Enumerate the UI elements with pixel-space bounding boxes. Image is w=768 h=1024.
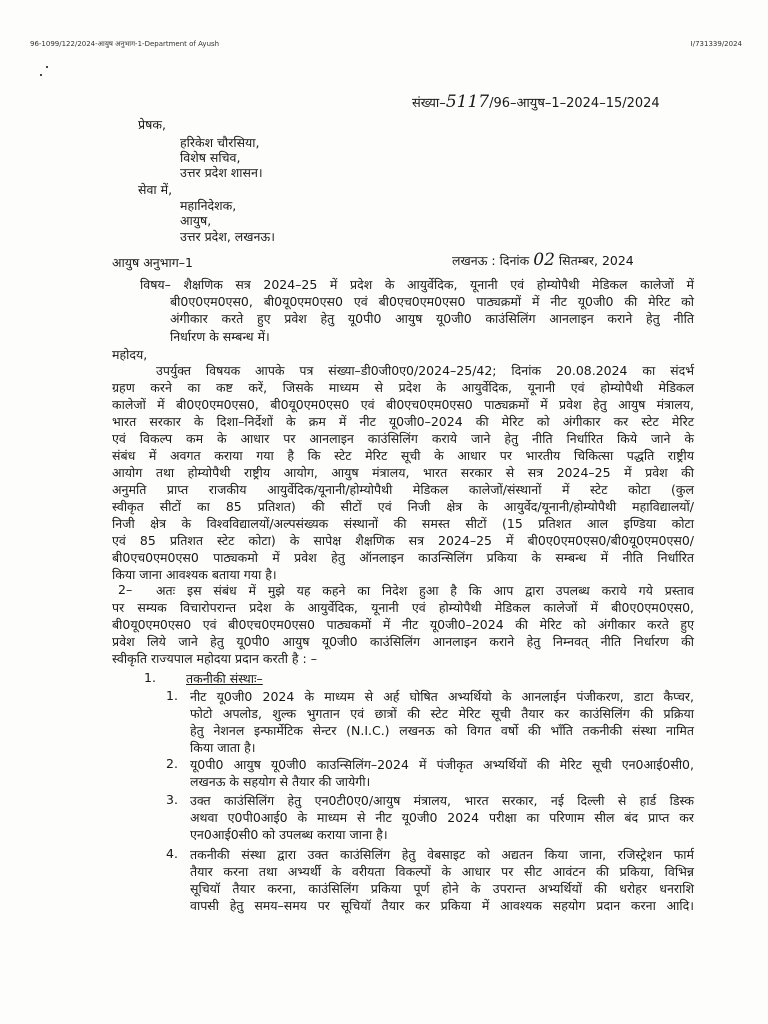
- item-3-line: अथवा ए0पी0आई0 के माध्यम से नीट यू0जी0 2024 परीक्षा का परिणाम सील बंद प्राप्त कर: [190, 810, 694, 825]
- item-3-line: एन0आई0सी0 को उपलब्ध कराया जाना है।: [190, 827, 388, 842]
- para1-line: ग्रहण करने का कष्ट करें, जिसके माध्यम से प्रदेश के आयुर्वेदिक, यूनानी एवं होम्योपैथी मेडिकल: [112, 380, 694, 395]
- subject-line: अंगीकार करते हुए प्रवेश हेतु यू0पी0 आयुष यू0जी0 काउंसिलिंग आनलाइन कराने हेतु नीति: [170, 311, 694, 326]
- item-number: 2.: [166, 756, 178, 771]
- subject-line: निर्धारण के सम्बन्ध में।: [170, 329, 270, 344]
- item-1-line: फोटो अपलोड, शुल्क भुगतान एवं छात्रों की स्टेट मेरिट सूची तैयार कर काउंसिलिंग की प्रक्रिया: [190, 706, 694, 721]
- para2-line: प्रवेश लिये जाने हेतु यू0पी0 आयुष यू0जी0 काउंसिलिंग आनलाइन कराने हेतु निम्नवत् नीति निर्धारण की: [112, 634, 694, 649]
- scan-speck: [46, 66, 48, 68]
- para1-line: स्वीकृत सीटों का 85 प्रतिशत) की सीटों एवं निजी क्षेत्र के आयुर्वेद/यूनानी/होम्योपैथी महाविद्यालयों/: [112, 499, 694, 514]
- sender-office: उत्तर प्रदेश शासन।: [180, 165, 263, 180]
- ref-handwritten-number: 5117: [445, 92, 490, 112]
- salutation: महोदय,: [112, 347, 148, 362]
- recipient-dept: आयुष,: [180, 213, 212, 228]
- letter-date: लखनऊ : दिनांक 02 सितम्बर, 2024: [452, 250, 634, 270]
- para1-line: कालेजों में बी0ए0एम0एस0, बी0यू0एम0एस0 एवं बी0एच0एम0एस0 पाठ्यक्रमों में प्रवेश हेतु आयुष मंत्रालय,: [112, 397, 694, 412]
- para2-line: बी0यू0एम0एस0 एवं बी0एच0एम0एस0 पाठ्यकमों में नीट यू0जी0–2024 की मेरिट को अंगीकार करते हुए: [112, 617, 694, 632]
- para1-line: निजी क्षेत्र के विश्वविद्यालयों/अल्पसंख्यक संस्थानों की समस्त सीटों (15 प्रतिशत आल इण्डिया कोटा: [112, 516, 694, 531]
- section1-number: 1.: [144, 670, 156, 685]
- para1-line: संबंध में अवगत कराया गया है कि स्टेट मेरिट सूची के आधार पर भारतीय चिकित्सा पद्धति राष्ट्रीय: [112, 448, 694, 463]
- sender-name: हरिकेश चौरसिया,: [180, 135, 260, 150]
- item-number: 3.: [166, 792, 178, 807]
- recipient-place: उत्तर प्रदेश, लखनऊ।: [180, 229, 275, 244]
- item-number: 4.: [166, 846, 178, 861]
- scan-speck: [40, 74, 42, 76]
- ref-prefix: संख्या–: [412, 96, 446, 111]
- subject-line: विषय– शैक्षणिक सत्र 2024–25 में प्रदेश के आयुर्वेदिक, यूनानी एवं होम्योपैथी मेडिकल कालेजों में: [140, 277, 694, 292]
- item-4-line: तैयार करना तथा अभ्यर्थी के वरीयता विकल्पों के आधार पर सीट आवंटन की प्रकिया, विभिन्न: [190, 864, 694, 879]
- item-4-line: सूचियॉ तैयार करना, काउंसिलिंग प्रकिया पूर्ण होने के उपरान्त अभ्यर्थियों की धरोहर धनराशि: [190, 881, 694, 896]
- section-name: आयुष अनुभाग–1: [112, 255, 193, 270]
- para2-number: 2–: [118, 582, 133, 597]
- para2-line: पर सम्यक विचारोपरान्त प्रदेश के आयुर्वेदिक, यूनानी एवं होम्योपैथी मेडिकल कालेजों में बी0ए0एम0एस0,: [112, 600, 694, 615]
- item-1-line: नीट यू0जी0 2024 के माध्यम से अर्ह घोषित अभ्यर्थियो के आनलाईन पंजीकरण, डाटा कैप्चर,: [190, 689, 694, 704]
- recipient-label: सेवा में,: [138, 182, 173, 197]
- subject-line: बी0ए0एम0एस0, बी0यू0एम0एस0 एवं बी0एच0एम0एस0 पाठ्यक्रमों में नीट यू0जी0 की मेरिट को: [170, 294, 694, 309]
- item-1-line: किया जाता है।: [190, 740, 256, 755]
- file-id: I/731339/2024: [690, 40, 742, 48]
- sender-designation: विशेष सचिव,: [180, 150, 241, 165]
- sender-label: प्रेषक,: [138, 117, 166, 132]
- ref-suffix: /96–आयुष–1–2024–15/2024: [489, 96, 660, 111]
- para1-line: उपर्युक्त विषयक आपके पत्र संख्या–डी0जी0ए0/2024–25/42; दिनांक 20.08.2024 का संदर्भ: [156, 363, 694, 378]
- recipient-designation: महानिदेशक,: [180, 198, 237, 213]
- item-4-line: तकनीकी संस्था द्वारा उक्त काउंसिलिंग हेतु वेबसाइट को अद्यतन किया जाना, रजिस्ट्रेशन फार्म: [190, 847, 694, 862]
- date-day-handwritten: 02: [533, 250, 555, 270]
- item-1-line: हेतु नेशनल इन्फार्मेटिक सेन्टर (N.I.C.) लखनऊ को विगत वर्षो की भाँति तकनीकी संस्था नामित: [190, 723, 694, 738]
- item-2-line: यू0पी0 आयुष यू0जी0 काउन्सिलिंग–2024 में पंजीकृत अभ्यर्थियों की मेरिट सूची एन0आई0सी0,: [190, 757, 694, 772]
- item-number: 1.: [166, 688, 178, 703]
- para2-line: अतः इस संबंध में मुझे यह कहने का निदेश हुआ है कि आप द्वारा उपलब्ध कराये गये प्रस्ताव: [156, 583, 694, 598]
- para1-line: अनुमति प्राप्त राजकीय आयुर्वेदिक/यूनानी/होम्योपैथी मेडिकल कालेजों/संस्थानों में स्टेट कोटा (कुल: [112, 482, 694, 497]
- para1-line: बी0एच0एम0एस0 पाठ्यकमो में प्रवेश हेतु ऑनलाइन काउन्सिलिंग प्रकिया के सम्बन्ध में नीति निर्धारित: [112, 550, 694, 565]
- letter-reference: [412, 92, 660, 112]
- para1-line: आयोग तथा होम्योपैथी राष्ट्रीय आयोग, आयुष मंत्रालय, भारत सरकार से सत्र 2024–25 में प्रवेश की: [112, 465, 694, 480]
- para1-line: एवं विकल्प कम के आधार पर आनलाइन काउंसिलिंग कराये जाने हेतु नीति निर्धारित किये जाने के: [112, 431, 694, 446]
- para1-line: किया जाना आवश्यक बताया गया है।: [112, 567, 277, 582]
- item-4-line: वापसी हेतु समय–समय पर सूचियॉ तैयार कर प्रकिया में आवश्यक सहयोग प्रदान करना आदि।: [190, 898, 694, 913]
- para2-line: स्वीकृति राज्यपाल महोदया प्रदान करती है : –: [112, 651, 317, 666]
- file-header: 96-1099/122/2024-आयुष अनुभाग-1-Department of Ayush: [30, 40, 220, 48]
- para1-line: भारत सरकार के दिशा–निर्देशों के क्रम में नीट यू0जी0–2024 की मेरिट को अंगीकार कर स्टेट मेरिट: [112, 414, 694, 429]
- item-2-line: लखनऊ के सहयोग से तैयार की जायेगी।: [190, 774, 371, 789]
- section1-title: तकनीकी संस्थाः–: [186, 671, 263, 686]
- item-3-line: उक्त काउंसिलिंग हेतु एन0टी0ए0/आयुष मंत्रालय, भारत सरकार, नई दिल्ली से हार्ड डिस्क: [190, 793, 694, 808]
- para1-line: एवं 85 प्रतिशत स्टेट कोटा) के सापेक्ष शैक्षणिक सत्र 2024–25 में बी0ए0एम0एस0/बी0यू0एम0एस0/: [112, 533, 694, 548]
